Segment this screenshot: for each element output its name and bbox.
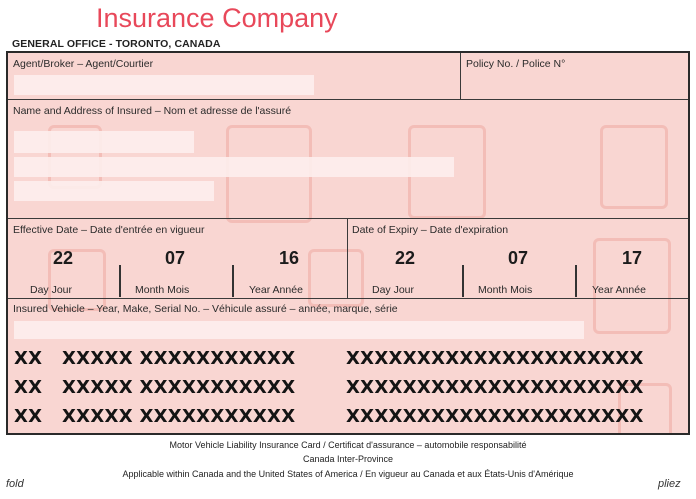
effective-day-label: Day Jour bbox=[30, 284, 73, 296]
insured-name-address-label: Name and Address of Insured – Nom et adresse de l'assuré bbox=[13, 105, 292, 117]
vehicle-year: XX bbox=[14, 406, 43, 427]
date-separator bbox=[575, 265, 577, 297]
card-scope-line: Canada Inter-Province bbox=[302, 454, 394, 464]
insured-redaction bbox=[14, 181, 214, 201]
divider bbox=[8, 218, 688, 219]
crest-decoration bbox=[600, 125, 668, 209]
date-separator bbox=[232, 265, 234, 297]
expiry-month: 07 bbox=[507, 248, 529, 268]
effective-day: 22 bbox=[52, 248, 74, 268]
expiry-date-label: Date of Expiry – Date d'expiration bbox=[352, 224, 509, 236]
vehicle-redaction bbox=[14, 321, 584, 339]
company-name: Insurance Company bbox=[96, 3, 338, 33]
divider bbox=[347, 218, 348, 298]
policy-number-label: Policy No. / Police N° bbox=[466, 58, 566, 70]
vehicle-year: XX bbox=[14, 377, 43, 398]
vehicle-make: XXXXX XXXXXXXXXXX bbox=[62, 377, 296, 398]
vehicle-year: XX bbox=[14, 348, 43, 369]
date-separator bbox=[119, 265, 121, 297]
pliez-label: pliez bbox=[658, 478, 681, 490]
insured-vehicle-label: Insured Vehicle – Year, Make, Serial No. – Véhicule assuré – année, marque, série bbox=[13, 303, 398, 315]
card-applicability-line: Applicable within Canada and the United States of America / En vigueur au Canada et aux États-Unis d'Amérique bbox=[122, 469, 574, 479]
divider bbox=[460, 53, 461, 99]
expiry-day-label: Day Jour bbox=[372, 284, 415, 296]
vehicle-make: XXXXX XXXXXXXXXXX bbox=[62, 406, 296, 427]
effective-date-label: Effective Date – Date d'entrée en vigueur bbox=[13, 224, 205, 236]
vehicle-serial: XXXXXXXXXXXXXXXXXXXXX bbox=[346, 377, 644, 398]
vehicle-serial: XXXXXXXXXXXXXXXXXXXXX bbox=[346, 348, 644, 369]
insurance-card bbox=[6, 51, 690, 435]
date-separator bbox=[462, 265, 464, 297]
effective-month: 07 bbox=[164, 248, 186, 268]
expiry-month-label: Month Mois bbox=[478, 284, 533, 296]
insured-redaction bbox=[14, 157, 454, 177]
agent-redaction bbox=[14, 75, 314, 95]
divider bbox=[8, 298, 688, 299]
general-office-line: GENERAL OFFICE - TORONTO, CANADA bbox=[12, 38, 221, 50]
divider bbox=[8, 99, 688, 100]
effective-month-label: Month Mois bbox=[135, 284, 190, 296]
expiry-year: 17 bbox=[621, 248, 643, 268]
effective-year-label: Year Année bbox=[249, 284, 303, 296]
effective-year: 16 bbox=[278, 248, 300, 268]
card-title-line: Motor Vehicle Liability Insurance Card / Certificat d'assurance – automobile responsabilité bbox=[169, 440, 527, 450]
insured-redaction bbox=[14, 131, 194, 153]
vehicle-make: XXXXX XXXXXXXXXXX bbox=[62, 348, 296, 369]
expiry-year-label: Year Année bbox=[592, 284, 646, 296]
fold-label: fold bbox=[6, 478, 24, 490]
agent-broker-label: Agent/Broker – Agent/Courtier bbox=[13, 58, 154, 70]
expiry-day: 22 bbox=[394, 248, 416, 268]
vehicle-serial: XXXXXXXXXXXXXXXXXXXXX bbox=[346, 406, 644, 427]
